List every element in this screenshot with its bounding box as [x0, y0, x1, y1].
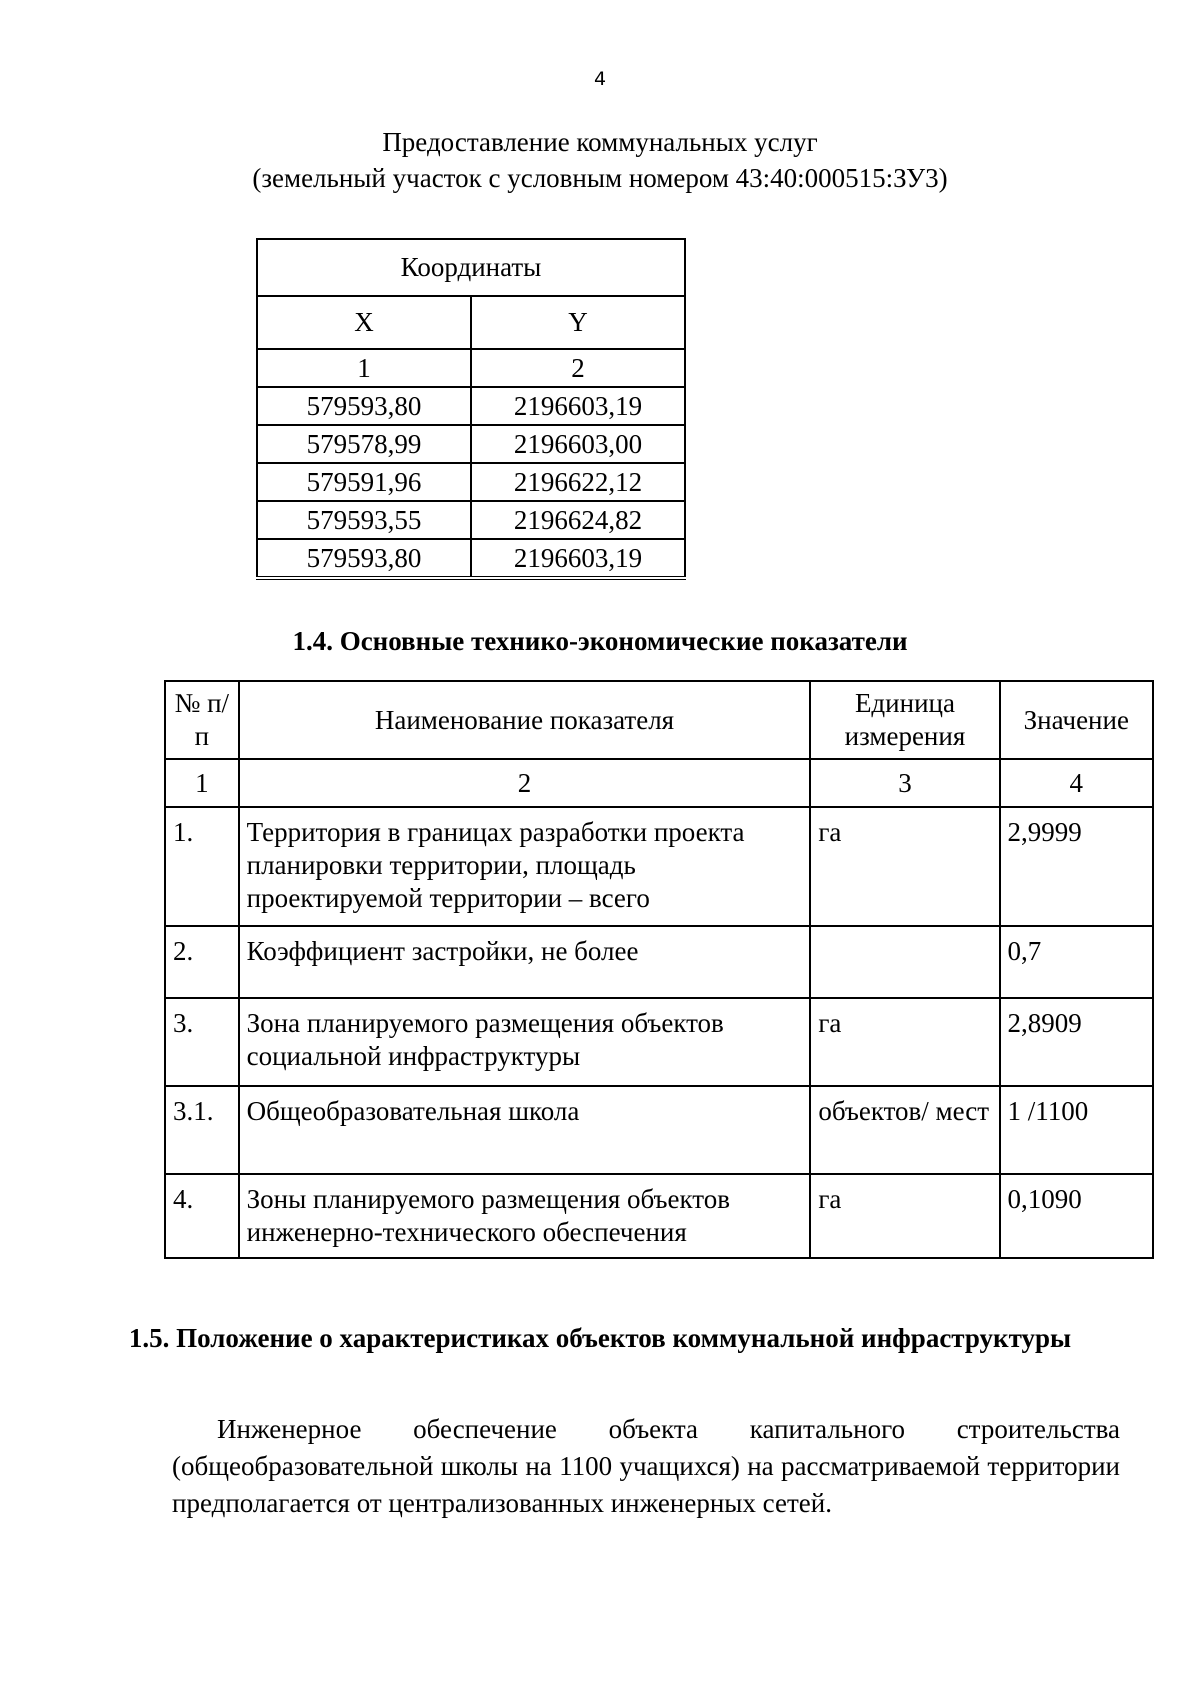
coordinates-axis-row	[257, 296, 685, 349]
column-number: 1	[165, 759, 239, 807]
coordinate-y: 2196624,82	[471, 501, 685, 539]
coordinate-x: 579593,55	[257, 501, 471, 539]
indicator-value: 1 /1100	[1000, 1086, 1153, 1174]
row-number: 2.	[165, 926, 239, 998]
column-number: 4	[1000, 759, 1153, 807]
coordinate-x: 579591,96	[257, 463, 471, 501]
indicator-unit: га	[810, 998, 999, 1086]
column-number-x: 1	[257, 349, 471, 387]
column-y-header: Y	[471, 296, 685, 349]
page-title	[0, 124, 1200, 196]
coordinate-y: 2196622,12	[471, 463, 685, 501]
table-row	[257, 539, 685, 578]
indicator-value: 0,7	[1000, 926, 1153, 998]
indicator-unit	[810, 926, 999, 998]
table-row	[165, 1174, 1153, 1258]
header-unit: Единица измерения	[810, 681, 999, 759]
coordinates-number-row	[257, 349, 685, 387]
indicator-name: Общеобразовательная школа	[239, 1086, 811, 1174]
indicator-name: Территория в границах разработки проекта планировки территории, площадь проектируемой территории – всего	[239, 807, 811, 926]
header-value: Значение	[1000, 681, 1153, 759]
table-row	[165, 998, 1153, 1086]
indicator-unit: объектов/ мест	[810, 1086, 999, 1174]
column-number-y: 2	[471, 349, 685, 387]
table-row	[257, 463, 685, 501]
coordinate-x: 579593,80	[257, 387, 471, 425]
table-row	[165, 926, 1153, 998]
title-line-1: Предоставление коммунальных услуг	[382, 127, 818, 157]
indicator-name: Коэффициент застройки, не более	[239, 926, 811, 998]
coordinates-header: Координаты	[257, 239, 685, 296]
title-line-2: (земельный участок с условным номером 43:40:000515:ЗУ3)	[252, 163, 948, 193]
coordinates-table	[256, 238, 686, 580]
indicator-value: 2,8909	[1000, 998, 1153, 1086]
column-x-header: X	[257, 296, 471, 349]
row-number: 1.	[165, 807, 239, 926]
page-number: 4	[593, 68, 607, 90]
table-row	[165, 807, 1153, 926]
header-number: № п/п	[165, 681, 239, 759]
row-number: 4.	[165, 1174, 239, 1258]
indicator-unit: га	[810, 1174, 999, 1258]
body-paragraph: Инженерное обеспечение объекта капитального строительства (общеобразовательной школы на 1100 учащихся) на рассматриваемой территории предполагается от централизованных инженерных сетей.	[172, 1414, 1120, 1518]
indicators-column-numbers	[165, 759, 1153, 807]
indicator-unit: га	[810, 807, 999, 926]
column-number: 3	[810, 759, 999, 807]
header-indicator-name: Наименование показателя	[239, 681, 811, 759]
column-number: 2	[239, 759, 811, 807]
coordinate-y: 2196603,00	[471, 425, 685, 463]
indicators-header-row	[165, 681, 1153, 759]
coordinate-x: 579578,99	[257, 425, 471, 463]
indicator-name: Зона планируемого размещения объектов социальной инфраструктуры	[239, 998, 811, 1086]
coordinate-x: 579593,80	[257, 539, 471, 578]
coordinates-header-row	[257, 239, 685, 296]
row-number: 3.1.	[165, 1086, 239, 1174]
indicator-value: 2,9999	[1000, 807, 1153, 926]
table-row	[257, 425, 685, 463]
indicator-value: 0,1090	[1000, 1174, 1153, 1258]
coordinate-y: 2196603,19	[471, 387, 685, 425]
table-row	[257, 387, 685, 425]
indicators-table	[164, 680, 1154, 1259]
indicator-name: Зоны планируемого размещения объектов инженерно-технического обеспечения	[239, 1174, 811, 1258]
table-row	[257, 501, 685, 539]
section-heading-1-4: 1.4. Основные технико-экономические показатели	[292, 626, 908, 656]
table-row	[165, 1086, 1153, 1174]
section-heading-1-5: 1.5. Положение о характеристиках объектов коммунальной инфраструктуры	[128, 1323, 1072, 1353]
coordinate-y: 2196603,19	[471, 539, 685, 578]
row-number: 3.	[165, 998, 239, 1086]
